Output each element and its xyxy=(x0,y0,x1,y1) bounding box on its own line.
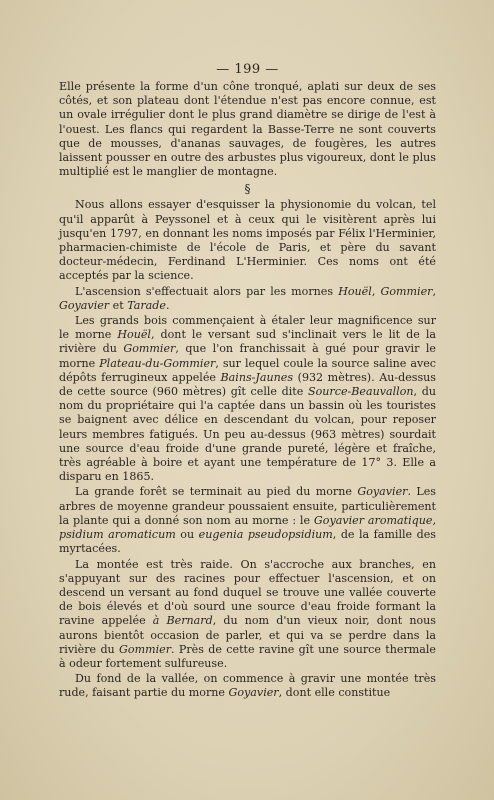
page-number: — 199 — xyxy=(216,62,279,77)
section-mark: § xyxy=(244,182,251,197)
paragraph-cone: Elle présente la forme d'un cône tronqué, aplati sur deux de ses côtés, et son plateau dont l'étendue n'est pas encore connue, est un ovale irrégulier dont le plus grand diamètre se dirige de l'est à l'ouest. Les flancs qui regardent la Basse-Terre ne sont couverts que de mousses, d'ananas sauvages, de fougères, les autres laissent pousser en outre des arbustes plus vigoureux, dont le plus multiplié est le manglier de montagne. xyxy=(59,80,436,179)
paragraph-montee: La montée est très raide. On s'accroche aux branches, en s'appuyant sur des racines pour effectuer l'ascension, et on descend un versant au fond duquel se trouve une vallée couverte de bois élevés et d'où sourd une source d'eau froide formant la ravine appelée à Bernard, du nom d'un vieux noir, dont nous aurons bientôt occasion de parler, et qui va se perdre dans la rivière du Gommier. Près de cette ravine gît une source thermale à odeur fortement sulfureuse. xyxy=(59,557,436,670)
paragraph-ascension: L'ascension s'effectuait alors par les mornes Houël, Gommier, Goyavier et Tarade. xyxy=(59,284,436,312)
paragraph-vallee: Du fond de la vallée, on commence à gravir une montée très rude, faisant partie du morne Goyavier, dont elle constitue xyxy=(59,672,436,700)
paragraph-grande-foret: La grande forêt se terminait au pied du morne Goyavier. Les arbres de moyenne grandeur poussaient ensuite, particulièrement la plante qui a donné son nom au morne : le Goyavier aromatique, psidium aromaticum ou eugenia pseudopsidium, de la famille des myrtacées. xyxy=(59,485,436,556)
paragraph-physionomie: Nous allons essayer d'esquisser la physionomie du volcan, tel qu'il apparût à Peyssonel et à ceux qui le visitèrent après lui jusqu'en 1797, en donnant les noms imposés par Félix l'Herminier, pharmacien-chimiste de l'école de Paris, et père du savant docteur-médecin, Ferdinand L'Herminier. Ces noms ont été acceptés par la science. xyxy=(59,198,436,283)
paragraph-grands-bois: Les grands bois commençaient à étaler leur magnificence sur le morne Houël, dont le versant sud s'inclinait vers le lit de la rivière du Gommier, que l'on franchissait à gué pour gravir le morne Plateau-du-Gommier, sur lequel coule la source saline avec dépôts ferrugineux appelée Bains-Jaunes (932 mètres). Au-dessus de cette source (960 mètres) gît celle dite Source-Beauvallon, du nom du propriétaire qui l'a captée dans un bassin où les touristes se baignent avec délice en descendant du volcan, pour reposer leurs membres fatigués. Un peu au-dessus (963 mètres) sourdait une source d'eau froide d'une grande pureté, légère et fraîche, très agréable à boire et ayant une température de 17° 3. Elle a disparu en 1865. xyxy=(59,314,436,484)
page-content xyxy=(59,62,436,701)
